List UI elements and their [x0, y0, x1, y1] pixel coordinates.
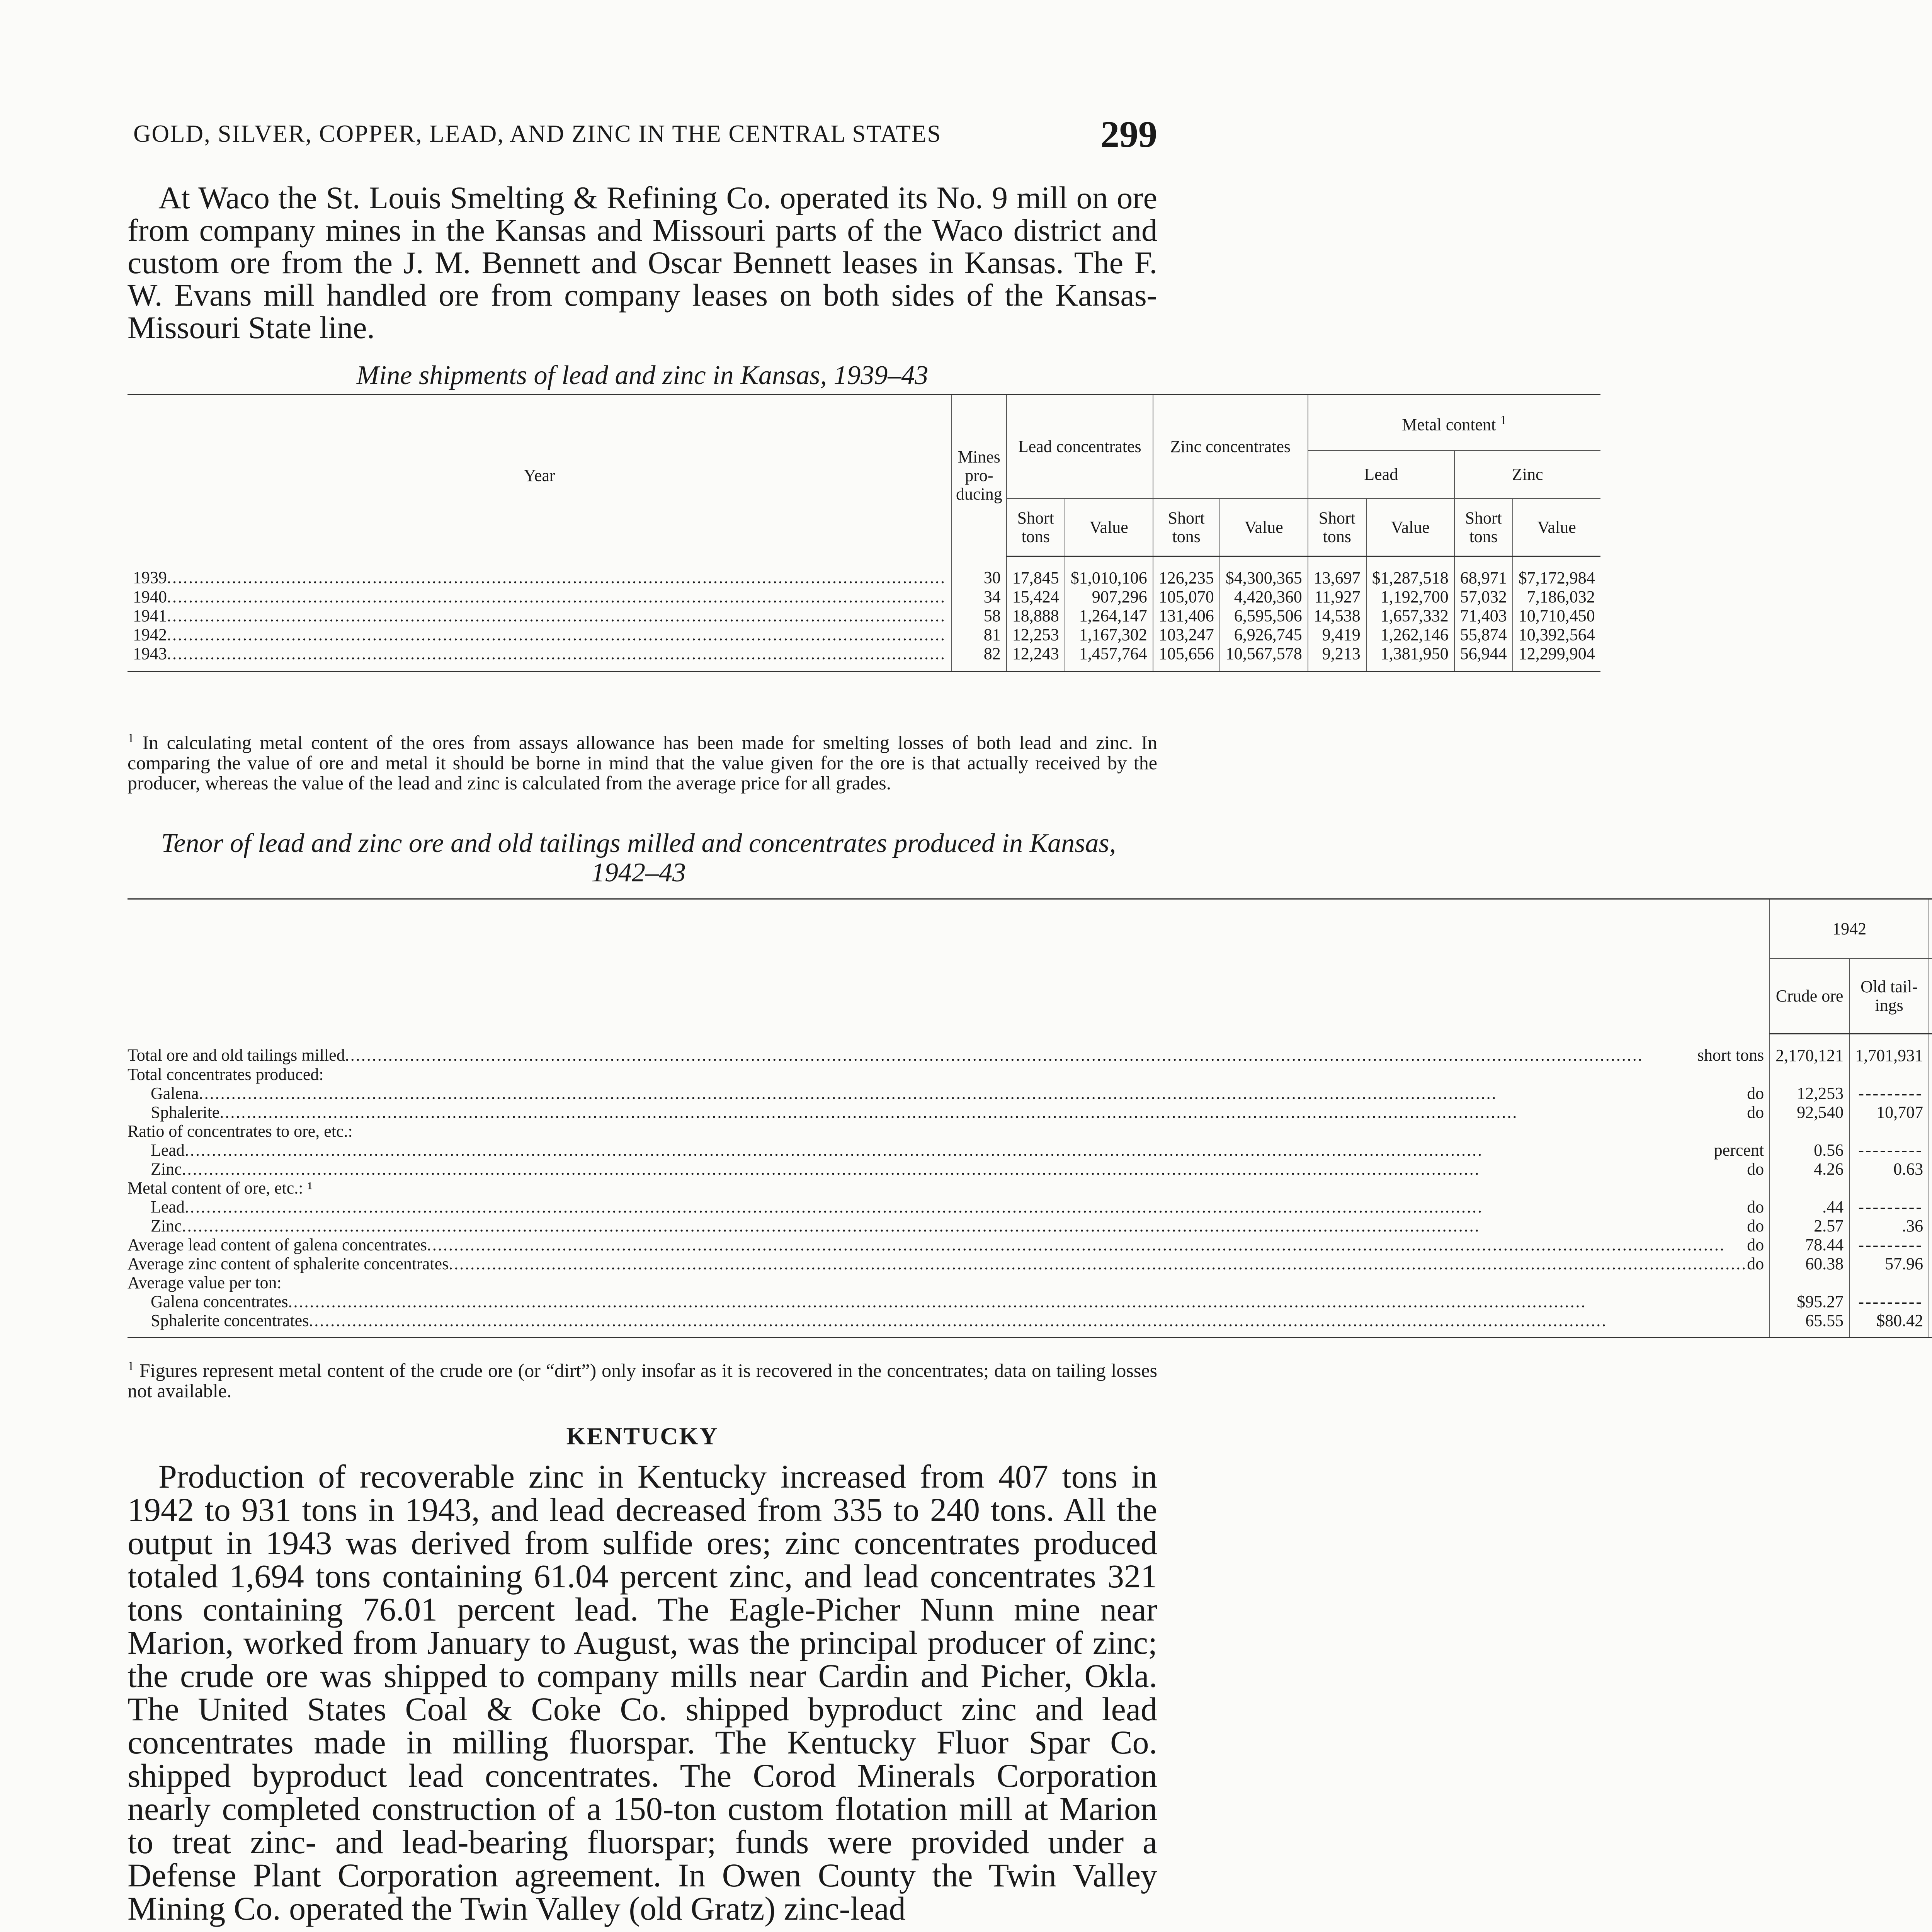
row-label: Lead: [151, 1197, 185, 1216]
cell-year: 1941: [133, 606, 167, 625]
cell-zc-value: $4,300,365: [1220, 556, 1308, 588]
cell-c2: 57.96: [1849, 1254, 1929, 1273]
table-row: [128, 1084, 1932, 1103]
col-metal-content-label: Metal content: [1402, 415, 1496, 434]
cell-c2: ---------: [1849, 1141, 1929, 1160]
cell-year: 1940: [133, 587, 167, 606]
col-metal-lead-value: Value: [1366, 498, 1454, 556]
cell-zn-tons: 71,403: [1454, 606, 1513, 625]
cell-c1: .44: [1770, 1197, 1849, 1216]
paragraph-kentucky: Production of recoverable zinc in Kentucky increased from 407 tons in 1942 to 931 tons in 1943, and lead decreased from 335 to 240 tons. All the output in 1943 was derived from sulfide ores; zinc concentrates produced totaled 1,694 tons containing 61.04 percent zinc, and lead concentrates 321 tons containing 76.01 percent lead. The Eagle-Picher Nunn mine near Marion, worked from January to August, was the principal producer of zinc; the crude ore was shipped to company mills near Cardin and Picher, Okla. The United States Coal & Coke Co. shipped byproduct zinc and lead concentrates made in milling fluorspar. The Kentucky Fluor Spar Co. shipped byproduct lead concentrates. The Corod Minerals Corporation nearly completed construction of a 150-ton custom flotation mill at Marion to treat zinc- and lead-bearing fluorspar; funds were provided under a Defense Plant Corporation agreement. In Owen County the Twin Valley Mining Co. operated the Twin Valley (old Gratz) zinc-lead: [128, 1458, 1157, 1927]
cell-pb-tons: 13,697: [1308, 556, 1366, 588]
cell-zn-tons: 57,032: [1454, 587, 1513, 606]
running-header: [133, 113, 1157, 159]
row-unit: percent: [1714, 1141, 1764, 1160]
cell-lc-tons: 12,243: [1007, 644, 1065, 672]
cell-lc-value: $1,010,106: [1065, 556, 1153, 588]
table-row: [128, 1197, 1932, 1216]
row-label: Total concentrates produced:: [128, 1065, 324, 1084]
table-row: [128, 1311, 1932, 1338]
cell-zc-tons: 126,235: [1153, 556, 1220, 588]
row-unit: short tons: [1697, 1046, 1764, 1065]
col-metal-zinc-short-tons: Short tons: [1454, 498, 1513, 556]
cell-zn-value: 7,186,032: [1513, 587, 1600, 606]
cell-c1: 2.57: [1770, 1216, 1849, 1235]
row-label: Average value per ton:: [128, 1273, 282, 1292]
table1-caption: Mine shipments of lead and zinc in Kansas, 1939–43: [356, 361, 929, 390]
row-label: Sphalerite: [151, 1103, 220, 1122]
cell-c1: 60.38: [1770, 1254, 1849, 1273]
cell-pb-value: 1,381,950: [1366, 644, 1454, 672]
cell-c3: [1929, 1254, 1932, 1273]
row-label: Zinc: [151, 1216, 182, 1235]
cell-c1: [1770, 1122, 1849, 1141]
cell-zn-value: $7,172,984: [1513, 556, 1600, 588]
cell-lc-tons: 17,845: [1007, 556, 1065, 588]
tenor-table: [128, 898, 1932, 1338]
cell-c3: [1929, 1179, 1932, 1197]
cell-mines: 30: [952, 556, 1007, 588]
cell-lc-tons: 12,253: [1007, 625, 1065, 644]
cell-c1: 4.26: [1770, 1160, 1849, 1179]
row-label: Average lead content of galena concentrates: [128, 1235, 427, 1254]
cell-c3: [1929, 1292, 1932, 1311]
cell-c3: [1929, 1160, 1932, 1179]
row-unit: do: [1747, 1216, 1764, 1235]
row-label: Zinc: [151, 1160, 182, 1179]
col-zinc-concentrates: Zinc concentrates: [1153, 395, 1308, 499]
row-unit: do: [1747, 1084, 1764, 1103]
table2-footnote-text: Figures represent metal content of the crude ore (or “dirt”) only insofar as it is recovered in the concentrates; data on tailing losses not available.: [128, 1359, 1157, 1401]
col-lead-value: Value: [1065, 498, 1153, 556]
col-metal-lead: Lead: [1308, 451, 1454, 498]
table-row: [128, 1103, 1932, 1122]
cell-mines: 82: [952, 644, 1007, 672]
cell-zn-value: 10,710,450: [1513, 606, 1600, 625]
cell-pb-value: 1,657,332: [1366, 606, 1454, 625]
cell-zc-tons: 103,247: [1153, 625, 1220, 644]
cell-c2: ---------: [1849, 1084, 1929, 1103]
cell-zn-tons: 56,944: [1454, 644, 1513, 672]
col-lead-concentrates: Lead concentrates: [1007, 395, 1153, 499]
row-label: Galena: [151, 1084, 199, 1103]
cell-c1: 0.56: [1770, 1141, 1849, 1160]
row-label: Average zinc content of sphalerite concentrates: [128, 1254, 449, 1273]
table-row: [128, 625, 1600, 644]
table2-caption: Tenor of lead and zinc ore and old tailings milled and concentrates produced in Kansas, 1942–43: [161, 828, 1116, 888]
cell-pb-tons: 14,538: [1308, 606, 1366, 625]
row-unit: do: [1747, 1235, 1764, 1254]
section-heading-kentucky: KENTUCKY: [566, 1422, 719, 1450]
col-1943-crude-ore: [1929, 959, 1932, 1034]
cell-zn-tons: 55,874: [1454, 625, 1513, 644]
row-label: Sphalerite concentrates: [151, 1311, 309, 1330]
cell-pb-value: 1,192,700: [1366, 587, 1454, 606]
table-row: [128, 1141, 1932, 1160]
table-row: [128, 1065, 1932, 1084]
cell-c3: [1929, 1235, 1932, 1254]
row-unit: do: [1747, 1254, 1764, 1273]
cell-c3: [1929, 1311, 1932, 1338]
table1-footnote-text: In calculating metal content of the ores from assays allowance has been made for smelting losses of both lead and zinc. In comparing the value of ore and metal it should be borne in mind that the value given for the ore is that actually received by the producer, whereas the value of the lead and zinc is calculated from the average price for all grades.: [128, 731, 1158, 794]
cell-c2: [1849, 1273, 1929, 1292]
cell-c2: [1849, 1122, 1929, 1141]
row-unit: do: [1747, 1103, 1764, 1122]
cell-mines: 34: [952, 587, 1007, 606]
cell-year: 1939: [133, 568, 167, 587]
table-row: [128, 556, 1600, 588]
row-label: Ratio of concentrates to ore, etc.:: [128, 1122, 353, 1141]
cell-c2: 1,701,931: [1849, 1034, 1929, 1065]
cell-zc-value: 6,926,745: [1220, 625, 1308, 644]
cell-c3: [1929, 1216, 1932, 1235]
cell-c2: ---------: [1849, 1292, 1929, 1311]
cell-c1: 78.44: [1770, 1235, 1849, 1254]
table-row: [128, 1216, 1932, 1235]
metal-content-footnote-ref: 1: [1500, 413, 1507, 428]
col-mines-producing: Mines pro- ducing: [952, 395, 1007, 556]
cell-pb-value: 1,262,146: [1366, 625, 1454, 644]
table-row: [128, 1273, 1932, 1292]
cell-pb-tons: 11,927: [1308, 587, 1366, 606]
table-row: [128, 1254, 1932, 1273]
cell-c3: [1929, 1034, 1932, 1065]
footnote-mark: 1: [128, 1359, 134, 1373]
page-number: 299: [1100, 114, 1157, 155]
cell-c1: [1770, 1179, 1849, 1197]
cell-mines: 81: [952, 625, 1007, 644]
cell-lc-tons: 18,888: [1007, 606, 1065, 625]
cell-year: 1943: [133, 644, 167, 663]
cell-zc-value: 6,595,506: [1220, 606, 1308, 625]
table-row: [128, 1122, 1932, 1141]
col-zinc-value: Value: [1220, 498, 1308, 556]
table-row: [128, 1292, 1932, 1311]
col-metal-lead-short-tons: Short tons: [1308, 498, 1366, 556]
cell-lc-tons: 15,424: [1007, 587, 1065, 606]
col-lead-short-tons: Short tons: [1007, 498, 1065, 556]
cell-c2: ---------: [1849, 1235, 1929, 1254]
row-label: Total ore and old tailings milled: [128, 1046, 345, 1065]
cell-c1: 12,253: [1770, 1084, 1849, 1103]
cell-pb-tons: 9,213: [1308, 644, 1366, 672]
table-row: [128, 1179, 1932, 1197]
cell-lc-value: 1,457,764: [1065, 644, 1153, 672]
col-metal-content: [1308, 395, 1600, 451]
mine-shipments-table: [128, 394, 1600, 672]
cell-c1: [1770, 1065, 1849, 1084]
table-row: [128, 1160, 1932, 1179]
cell-c3: [1929, 1103, 1932, 1122]
col-metal-zinc-value: Value: [1513, 498, 1600, 556]
cell-lc-value: 907,296: [1065, 587, 1153, 606]
cell-c3: [1929, 1141, 1932, 1160]
col-1942: 1942: [1770, 899, 1929, 959]
cell-c3: [1929, 1197, 1932, 1216]
cell-c1: 92,540: [1770, 1103, 1849, 1122]
row-label: Lead: [151, 1141, 185, 1160]
paragraph-waco: At Waco the St. Louis Smelting & Refining Co. operated its No. 9 mill on ore from company mines in the Kansas and Missouri parts of the Waco district and custom ore from the J. M. Bennett and Oscar Bennett leases in Kansas. The F. W. Evans mill handled ore from company leases on both sides of the Kansas-Missouri State line.: [128, 180, 1157, 345]
footnote-mark: 1: [128, 731, 134, 745]
cell-pb-value: $1,287,518: [1366, 556, 1454, 588]
cell-zc-value: 4,420,360: [1220, 587, 1308, 606]
cell-zn-tons: 68,971: [1454, 556, 1513, 588]
cell-c1: 2,170,121: [1770, 1034, 1849, 1065]
table-row: [128, 644, 1600, 672]
table1-footnote: [128, 728, 1157, 793]
cell-pb-tons: 9,419: [1308, 625, 1366, 644]
cell-zn-value: 12,299,904: [1513, 644, 1600, 672]
cell-lc-value: 1,167,302: [1065, 625, 1153, 644]
col-1943: [1929, 899, 1932, 959]
cell-zc-tons: 105,656: [1153, 644, 1220, 672]
col-stub: [128, 899, 1770, 1034]
cell-c1: [1770, 1273, 1849, 1292]
cell-c3: [1929, 1084, 1932, 1103]
cell-zc-value: 10,567,578: [1220, 644, 1308, 672]
cell-zc-tons: 131,406: [1153, 606, 1220, 625]
cell-c2: ---------: [1849, 1197, 1929, 1216]
col-1942-crude-ore: Crude ore: [1770, 959, 1849, 1034]
col-metal-zinc: Zinc: [1454, 451, 1600, 498]
cell-c2: [1849, 1179, 1929, 1197]
table-row: [128, 587, 1600, 606]
col-zinc-short-tons: Short tons: [1153, 498, 1220, 556]
col-1942-old-tailings: Old tail- ings: [1849, 959, 1929, 1034]
cell-c2: 0.63: [1849, 1160, 1929, 1179]
table2-footnote: [128, 1356, 1157, 1401]
col-year: Year: [128, 395, 952, 556]
cell-zc-tons: 105,070: [1153, 587, 1220, 606]
row-unit: do: [1747, 1160, 1764, 1179]
cell-c1: 65.55: [1770, 1311, 1849, 1338]
cell-mines: 58: [952, 606, 1007, 625]
row-label: Galena concentrates: [151, 1292, 288, 1311]
running-title: GOLD, SILVER, COPPER, LEAD, AND ZINC IN THE CENTRAL STATES: [133, 120, 942, 147]
row-unit: do: [1747, 1197, 1764, 1216]
table-row: [128, 1235, 1932, 1254]
table-row: [128, 1034, 1932, 1065]
cell-c2: [1849, 1065, 1929, 1084]
cell-c3: [1929, 1122, 1932, 1141]
cell-c1: $95.27: [1770, 1292, 1849, 1311]
cell-year: 1942: [133, 625, 167, 644]
cell-c3: [1929, 1065, 1932, 1084]
cell-c3: [1929, 1273, 1932, 1292]
cell-c2: $80.42: [1849, 1311, 1929, 1338]
cell-zn-value: 10,392,564: [1513, 625, 1600, 644]
cell-c2: .36: [1849, 1216, 1929, 1235]
cell-c2: 10,707: [1849, 1103, 1929, 1122]
cell-lc-value: 1,264,147: [1065, 606, 1153, 625]
table-row: [128, 606, 1600, 625]
row-label: Metal content of ore, etc.: ¹: [128, 1179, 313, 1197]
